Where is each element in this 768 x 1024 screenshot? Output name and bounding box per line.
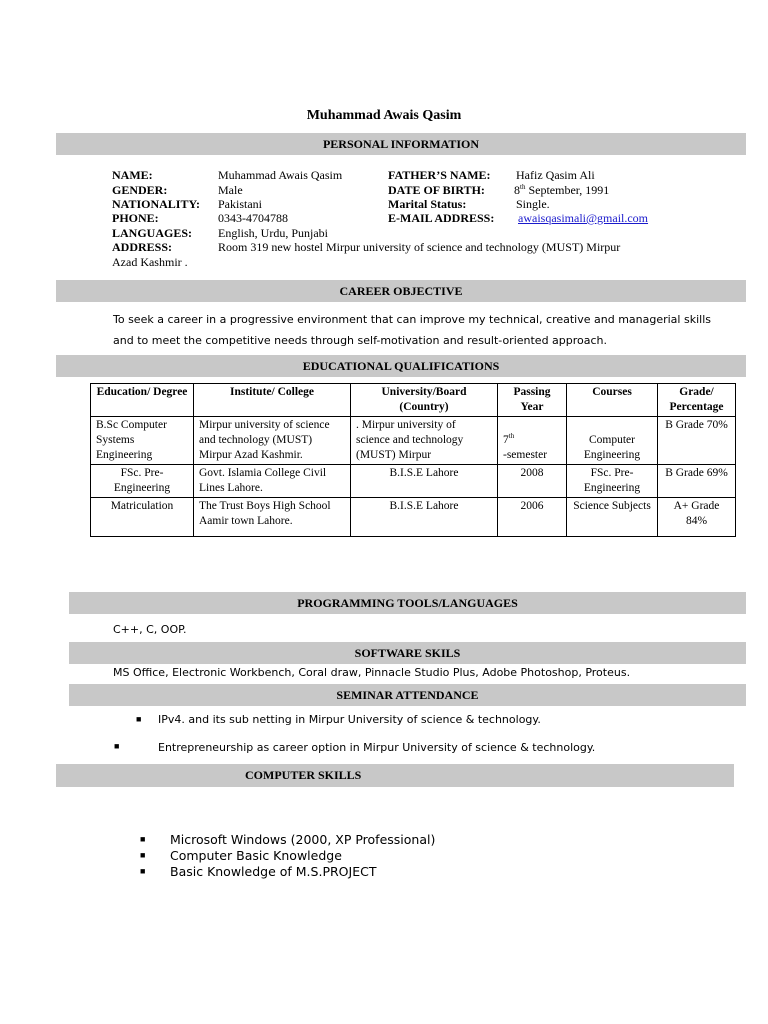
email-link[interactable]: awaisqasimali@gmail.com [518,211,649,225]
career-objective-line-2: and to meet the competitive needs through self-motivation and result-oriented approach. [113,334,608,347]
cell-institute: Mirpur university of science and technology (MUST) Mirpur Azad Kashmir. [194,417,351,465]
address-value: Room 319 new hostel Mirpur university of science and technology (MUST) Mirpur [218,240,621,254]
cell-degree: FSc. Pre-Engineering [91,465,194,498]
gender-label: GENDER: [112,183,168,197]
father-name-value: Hafiz Qasim Ali [516,168,595,182]
address-continuation: Azad Kashmir . [112,255,188,269]
bullet-icon: ■ [114,741,120,751]
table-header-row [91,384,736,417]
computer-skill-item: Basic Knowledge of M.S.PROJECT [170,864,377,879]
section-programming-tools: PROGRAMMING TOOLS/LANGUAGES [69,592,746,614]
computer-skill-item: Computer Basic Knowledge [170,848,342,863]
dob-value: 8th September, 1991 [514,183,610,197]
cell-courses: FSc. Pre-Engineering [567,465,658,498]
cell-degree: B.Sc Computer Systems Engineering [91,417,194,465]
section-software-skills: SOFTWARE SKILS [69,642,746,664]
header-courses: Courses [567,384,658,417]
computer-skill-item: Microsoft Windows (2000, XP Professional) [170,832,436,847]
cell-board: B.I.S.E Lahore [351,465,498,498]
gender-value: Male [218,183,243,197]
marital-status-value: Single. [516,197,550,211]
cell-grade: A+ Grade 84% [658,498,736,537]
name-value: Muhammad Awais Qasim [218,168,343,182]
cell-board: B.I.S.E Lahore [351,498,498,537]
cell-grade: B Grade 69% [658,465,736,498]
section-educational-qualifications: EDUCATIONAL QUALIFICATIONS [56,355,746,377]
cell-grade: B Grade 70% [658,417,736,465]
programming-text: C++, C, OOP. [113,623,187,636]
address-label: ADDRESS: [112,240,173,254]
languages-label: LANGUAGES: [112,226,193,240]
header-university: University/Board (Country) [351,384,498,417]
software-text: MS Office, Electronic Workbench, Coral draw, Pinnacle Studio Plus, Adobe Photoshop, Proteus. [113,666,631,679]
cell-year: 2006 [498,498,567,537]
career-objective-line-1: To seek a career in a progressive environment that can improve my technical, creative and managerial skills [113,313,711,326]
section-computer-skills: COMPUTER SKILLS [56,764,734,787]
section-personal-information: PERSONAL INFORMATION [56,133,746,155]
education-table [90,383,736,537]
table-row [91,498,736,537]
marital-status-label: Marital Status: [388,197,467,211]
cell-courses: Science Subjects [567,498,658,537]
bullet-icon: ■ [140,850,146,860]
header-passing-year: Passing Year [498,384,567,417]
header-education: Education/ Degree [91,384,194,417]
cell-degree: Matriculation [91,498,194,537]
header-grade: Grade/ Percentage [658,384,736,417]
dob-label: DATE OF BIRTH: [388,183,485,197]
resume-title: Muhammad Awais Qasim [306,108,462,123]
cell-courses: Computer Engineering [567,417,658,465]
cell-board: . Mirpur university of science and technology (MUST) Mirpur [351,417,498,465]
header-institute: Institute/ College [194,384,351,417]
languages-value: English, Urdu, Punjabi [218,226,328,240]
nationality-label: NATIONALITY: [112,197,201,211]
email-label: E-MAIL ADDRESS: [388,211,495,225]
father-name-label: FATHER’S NAME: [388,168,491,182]
cell-institute: The Trust Boys High School Aamir town Lahore. [194,498,351,537]
phone-value: 0343-4704788 [218,211,288,225]
table-row [91,417,736,465]
cell-institute: Govt. Islamia College Civil Lines Lahore. [194,465,351,498]
bullet-icon: ■ [140,866,146,876]
cell-year: 7th -semester [498,417,567,465]
name-label: NAME: [112,168,153,182]
section-career-objective: CAREER OBJECTIVE [56,280,746,302]
nationality-value: Pakistani [218,197,262,211]
section-seminar-attendance: SEMINAR ATTENDANCE [69,684,746,706]
bullet-icon: ■ [136,714,142,724]
cell-year: 2008 [498,465,567,498]
seminar-item: Entrepreneurship as career option in Mirpur University of science & technology. [158,741,596,754]
phone-label: PHONE: [112,211,159,225]
seminar-item: IPv4. and its sub netting in Mirpur University of science & technology. [158,713,541,726]
table-row [91,465,736,498]
bullet-icon: ■ [140,834,146,844]
